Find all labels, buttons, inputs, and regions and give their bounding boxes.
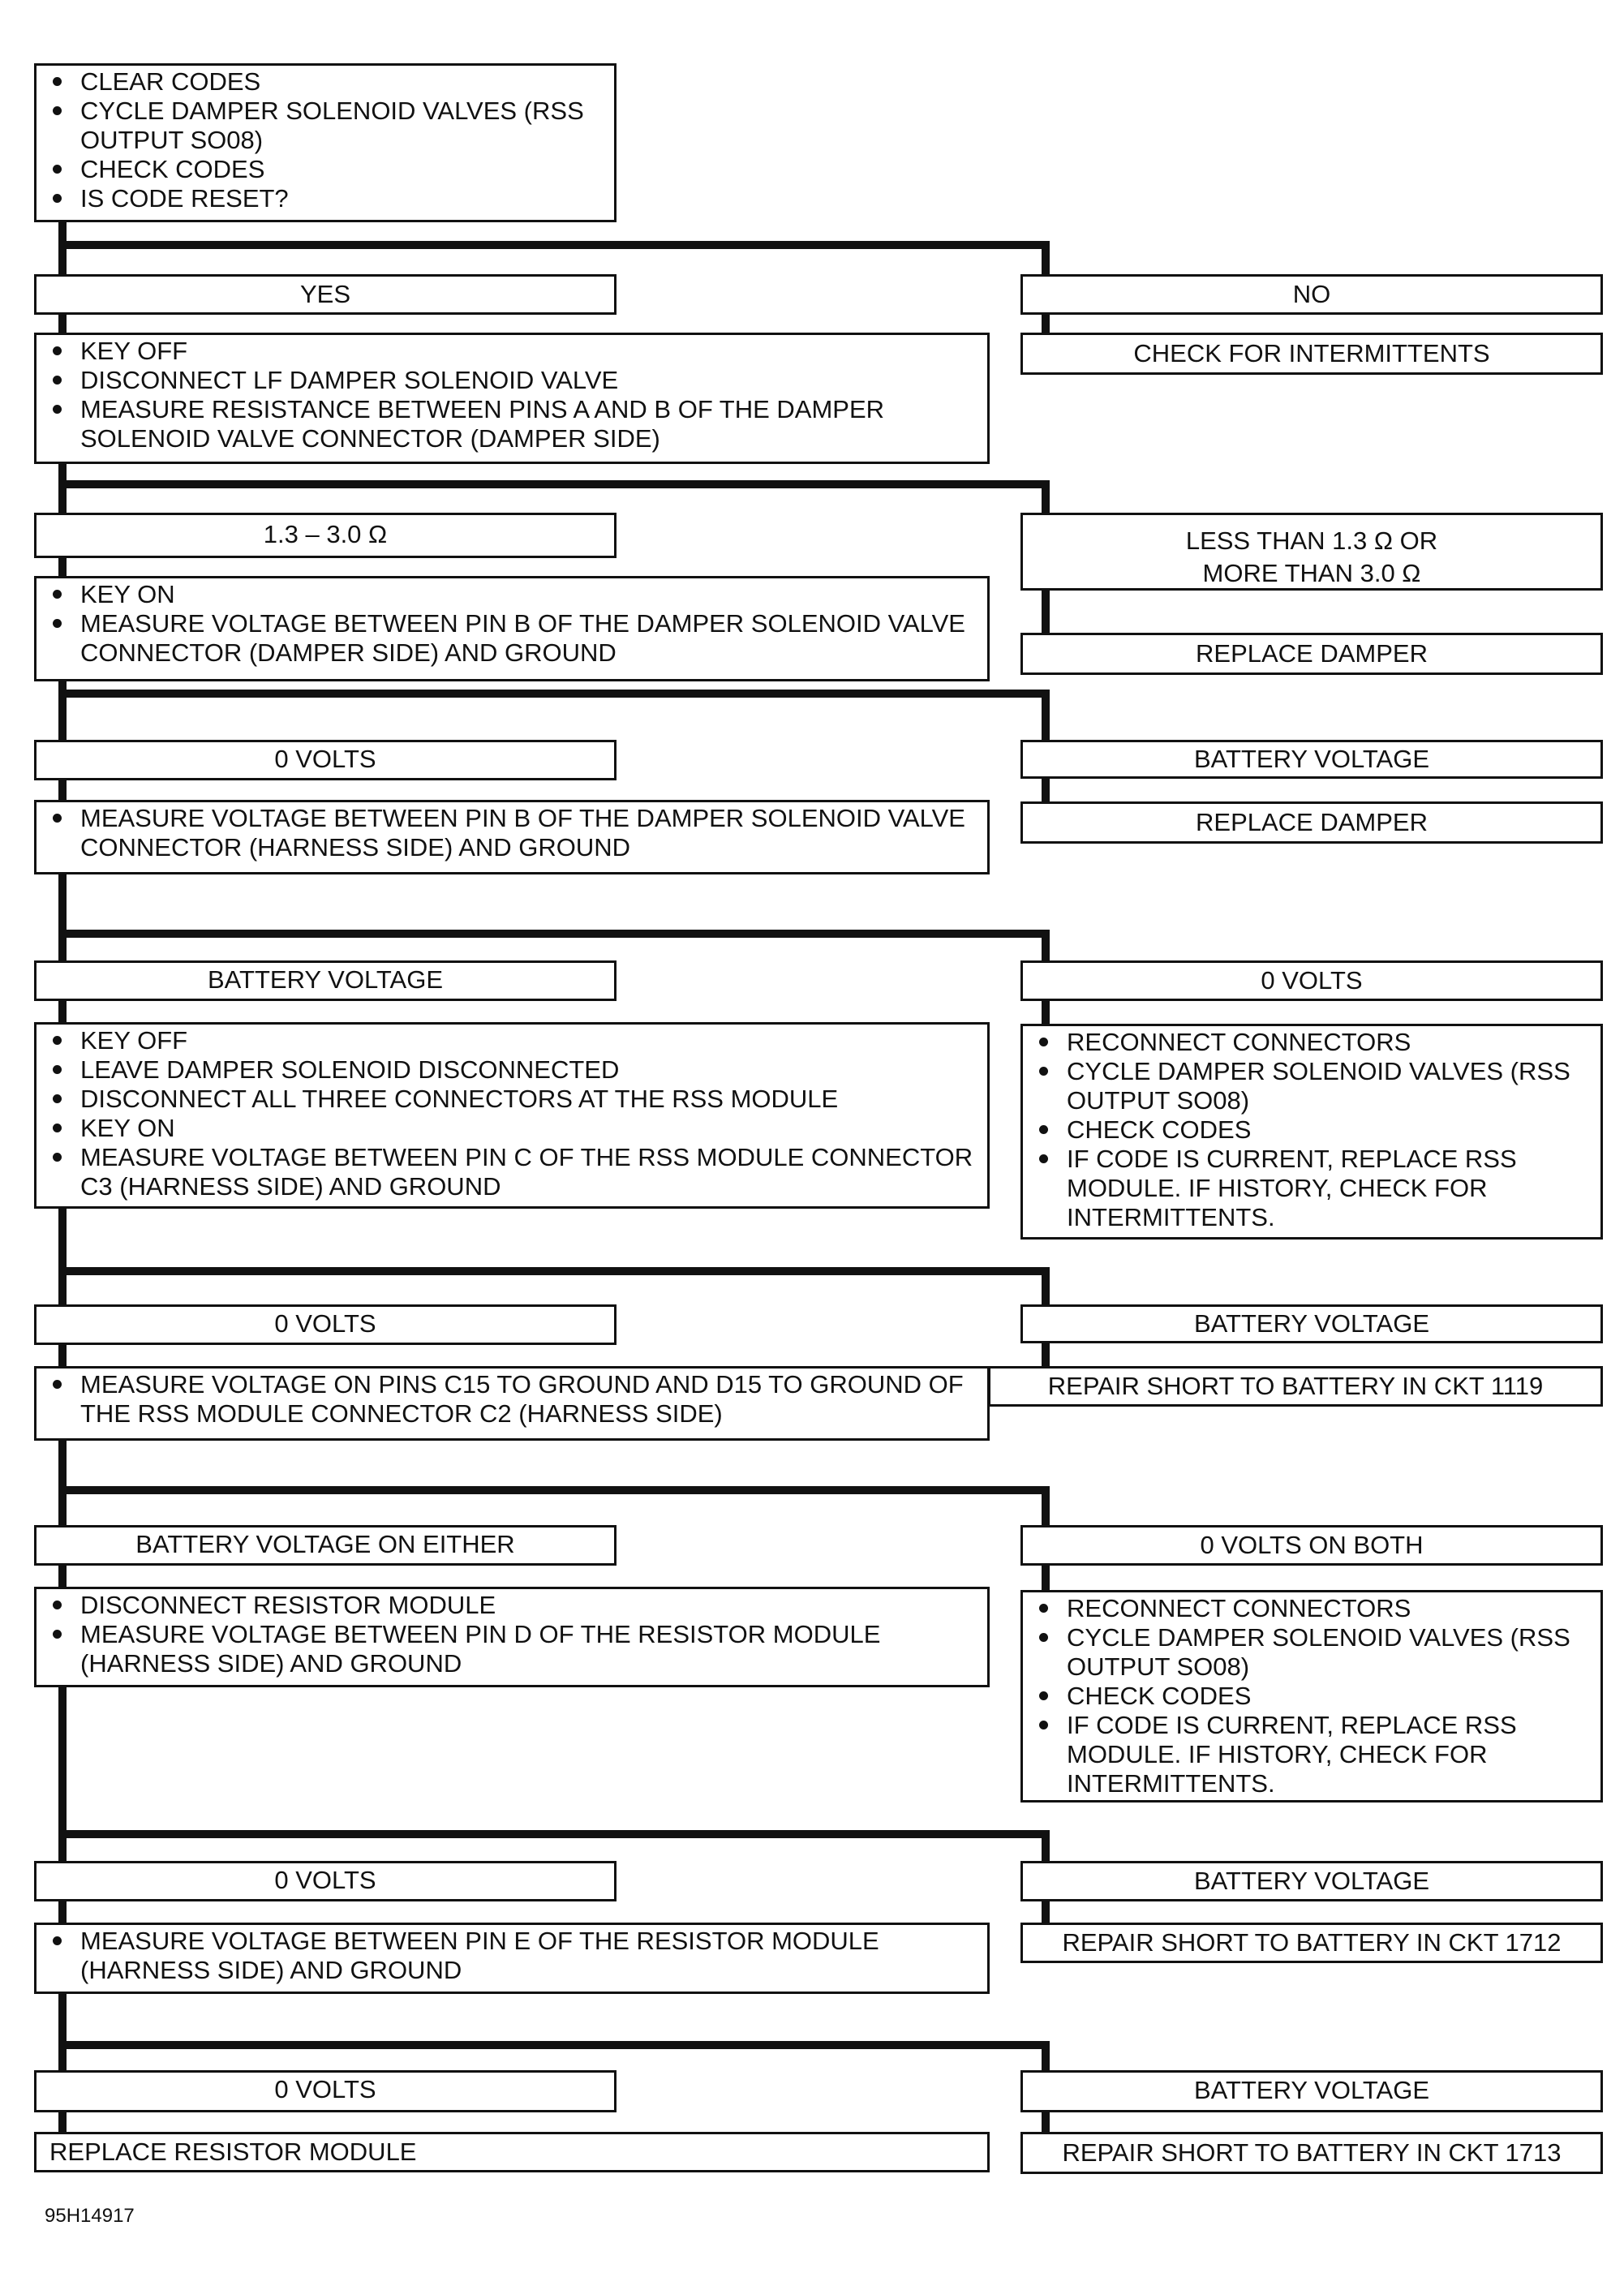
step-item: MEASURE VOLTAGE BETWEEN PIN C OF THE RSS MODULE CONNECTOR C3 (HARNESS SIDE) AND GROUND xyxy=(45,1143,979,1201)
battery-voltage-label-2: BATTERY VOLTAGE xyxy=(34,960,617,1001)
range-line-1: LESS THAN 1.3 Ω OR xyxy=(1185,526,1438,555)
result-reconnect-check-2 xyxy=(1020,1590,1603,1803)
step-item: IF CODE IS CURRENT, REPLACE RSS MODULE. IF HISTORY, CHECK FOR INTERMITTENTS. xyxy=(1031,1711,1592,1798)
ohms-out-of-range-label xyxy=(1020,513,1603,591)
zero-volts-label-1: 0 VOLTS xyxy=(34,740,617,780)
step-item: MEASURE VOLTAGE BETWEEN PIN D OF THE RESISTOR MODULE (HARNESS SIDE) AND GROUND xyxy=(45,1620,979,1678)
branch-line-5 xyxy=(58,1267,1050,1275)
step-measure-harness-side xyxy=(34,800,990,874)
result-reconnect-check-1 xyxy=(1020,1024,1603,1240)
step-item: RECONNECT CONNECTORS xyxy=(1031,1028,1592,1057)
step-measure-resistor-pin-d xyxy=(34,1587,990,1687)
branch-drop-1 xyxy=(1042,241,1050,275)
step-measure-rss-connector-c2 xyxy=(34,1366,990,1441)
battery-voltage-label-4: BATTERY VOLTAGE xyxy=(1020,1861,1603,1901)
battery-voltage-label-5: BATTERY VOLTAGE xyxy=(1020,2070,1603,2112)
step-measure-damper-side xyxy=(34,576,990,681)
result-check-intermittents: CHECK FOR INTERMITTENTS xyxy=(1020,333,1603,375)
step-item: CHECK CODES xyxy=(45,155,606,184)
right-stem-3 xyxy=(1042,777,1050,805)
step-item: DISCONNECT RESISTOR MODULE xyxy=(45,1591,979,1620)
step-item: MEASURE VOLTAGE BETWEEN PIN B OF THE DAMPER SOLENOID VALVE CONNECTOR (DAMPER SIDE) AND GROUND xyxy=(45,609,979,668)
step-item: CLEAR CODES xyxy=(45,67,606,97)
result-replace-damper-2: REPLACE DAMPER xyxy=(1020,801,1603,844)
branch-line-8 xyxy=(58,2041,1050,2049)
step-item: REPLACE RESISTOR MODULE xyxy=(49,2138,417,2166)
step-item: DISCONNECT ALL THREE CONNECTORS AT THE RSS MODULE xyxy=(45,1085,979,1114)
yes-label: YES xyxy=(34,274,617,315)
figure-id: 95H14917 xyxy=(45,2205,135,2227)
step-item: LEAVE DAMPER SOLENOID DISCONNECTED xyxy=(45,1055,979,1085)
step-item: RECONNECT CONNECTORS xyxy=(1031,1594,1592,1623)
step-item: DISCONNECT LF DAMPER SOLENOID VALVE xyxy=(45,366,979,395)
battery-voltage-label-3: BATTERY VOLTAGE xyxy=(1020,1304,1603,1343)
battery-voltage-either-label: BATTERY VOLTAGE ON EITHER xyxy=(34,1525,617,1566)
result-repair-short-1712: REPAIR SHORT TO BATTERY IN CKT 1712 xyxy=(1020,1923,1603,1963)
step-item: KEY ON xyxy=(45,1114,979,1143)
step-item: KEY ON xyxy=(45,580,979,609)
branch-line-3 xyxy=(58,690,1050,698)
step-item: CHECK CODES xyxy=(1031,1115,1592,1145)
no-label: NO xyxy=(1020,274,1603,315)
step-item: MEASURE VOLTAGE ON PINS C15 TO GROUND AND D15 TO GROUND OF THE RSS MODULE CONNECTOR C2 (HARNESS SIDE) xyxy=(45,1370,979,1429)
step-item: IS CODE RESET? xyxy=(45,184,606,213)
battery-voltage-label-1: BATTERY VOLTAGE xyxy=(1020,740,1603,779)
step-item: CYCLE DAMPER SOLENOID VALVES (RSS OUTPUT SO08) xyxy=(45,97,606,155)
branch-drop-3 xyxy=(1042,690,1050,741)
branch-line-4 xyxy=(58,930,1050,938)
zero-volts-label-5: 0 VOLTS xyxy=(34,2070,617,2112)
step-item: KEY OFF xyxy=(45,337,979,366)
result-replace-damper-1: REPLACE DAMPER xyxy=(1020,633,1603,675)
branch-line-6 xyxy=(58,1486,1050,1494)
right-stem-2 xyxy=(1042,589,1050,634)
right-stem-5 xyxy=(1042,1340,1050,1366)
step-item: KEY OFF xyxy=(45,1026,979,1055)
step-item: MEASURE VOLTAGE BETWEEN PIN E OF THE RESISTOR MODULE (HARNESS SIDE) AND GROUND xyxy=(45,1927,979,1985)
right-stem-4 xyxy=(1042,999,1050,1025)
branch-drop-5 xyxy=(1042,1267,1050,1306)
branch-drop-2 xyxy=(1042,480,1050,513)
branch-line-1 xyxy=(58,241,1050,249)
zero-volts-label-3: 0 VOLTS xyxy=(34,1304,617,1345)
step-item: MEASURE RESISTANCE BETWEEN PINS A AND B OF THE DAMPER SOLENOID VALVE CONNECTOR (DAMPER SIDE) xyxy=(45,395,979,453)
result-repair-short-1713: REPAIR SHORT TO BATTERY IN CKT 1713 xyxy=(1020,2132,1603,2174)
step-item: MEASURE VOLTAGE BETWEEN PIN B OF THE DAMPER SOLENOID VALVE CONNECTOR (HARNESS SIDE) AND GROUND xyxy=(45,804,979,862)
zero-volts-both-label: 0 VOLTS ON BOTH xyxy=(1020,1525,1603,1566)
step-measure-rss-connector-c3 xyxy=(34,1022,990,1209)
branch-line-2 xyxy=(58,480,1050,488)
step-item: CHECK CODES xyxy=(1031,1682,1592,1711)
branch-drop-7 xyxy=(1042,1830,1050,1863)
step-item: CYCLE DAMPER SOLENOID VALVES (RSS OUTPUT SO08) xyxy=(1031,1057,1592,1115)
step-clear-codes xyxy=(34,63,617,222)
branch-line-7 xyxy=(58,1830,1050,1838)
branch-drop-6 xyxy=(1042,1486,1050,1527)
step-item: CYCLE DAMPER SOLENOID VALVES (RSS OUTPUT SO08) xyxy=(1031,1623,1592,1682)
step-measure-resistance xyxy=(34,333,990,464)
range-line-2: MORE THAN 3.0 Ω xyxy=(1202,559,1421,587)
zero-volts-label-2: 0 VOLTS xyxy=(1020,960,1603,1001)
ohms-in-range-label: 1.3 – 3.0 Ω xyxy=(34,513,617,558)
step-measure-resistor-pin-e xyxy=(34,1923,990,1994)
step-item: IF CODE IS CURRENT, REPLACE RSS MODULE. IF HISTORY, CHECK FOR INTERMITTENTS. xyxy=(1031,1145,1592,1232)
branch-drop-8 xyxy=(1042,2041,1050,2072)
right-stem-6 xyxy=(1042,1564,1050,1592)
result-repair-short-1119: REPAIR SHORT TO BATTERY IN CKT 1119 xyxy=(988,1366,1603,1407)
branch-drop-4 xyxy=(1042,930,1050,960)
step-replace-resistor-module xyxy=(34,2132,990,2172)
zero-volts-label-4: 0 VOLTS xyxy=(34,1861,617,1901)
